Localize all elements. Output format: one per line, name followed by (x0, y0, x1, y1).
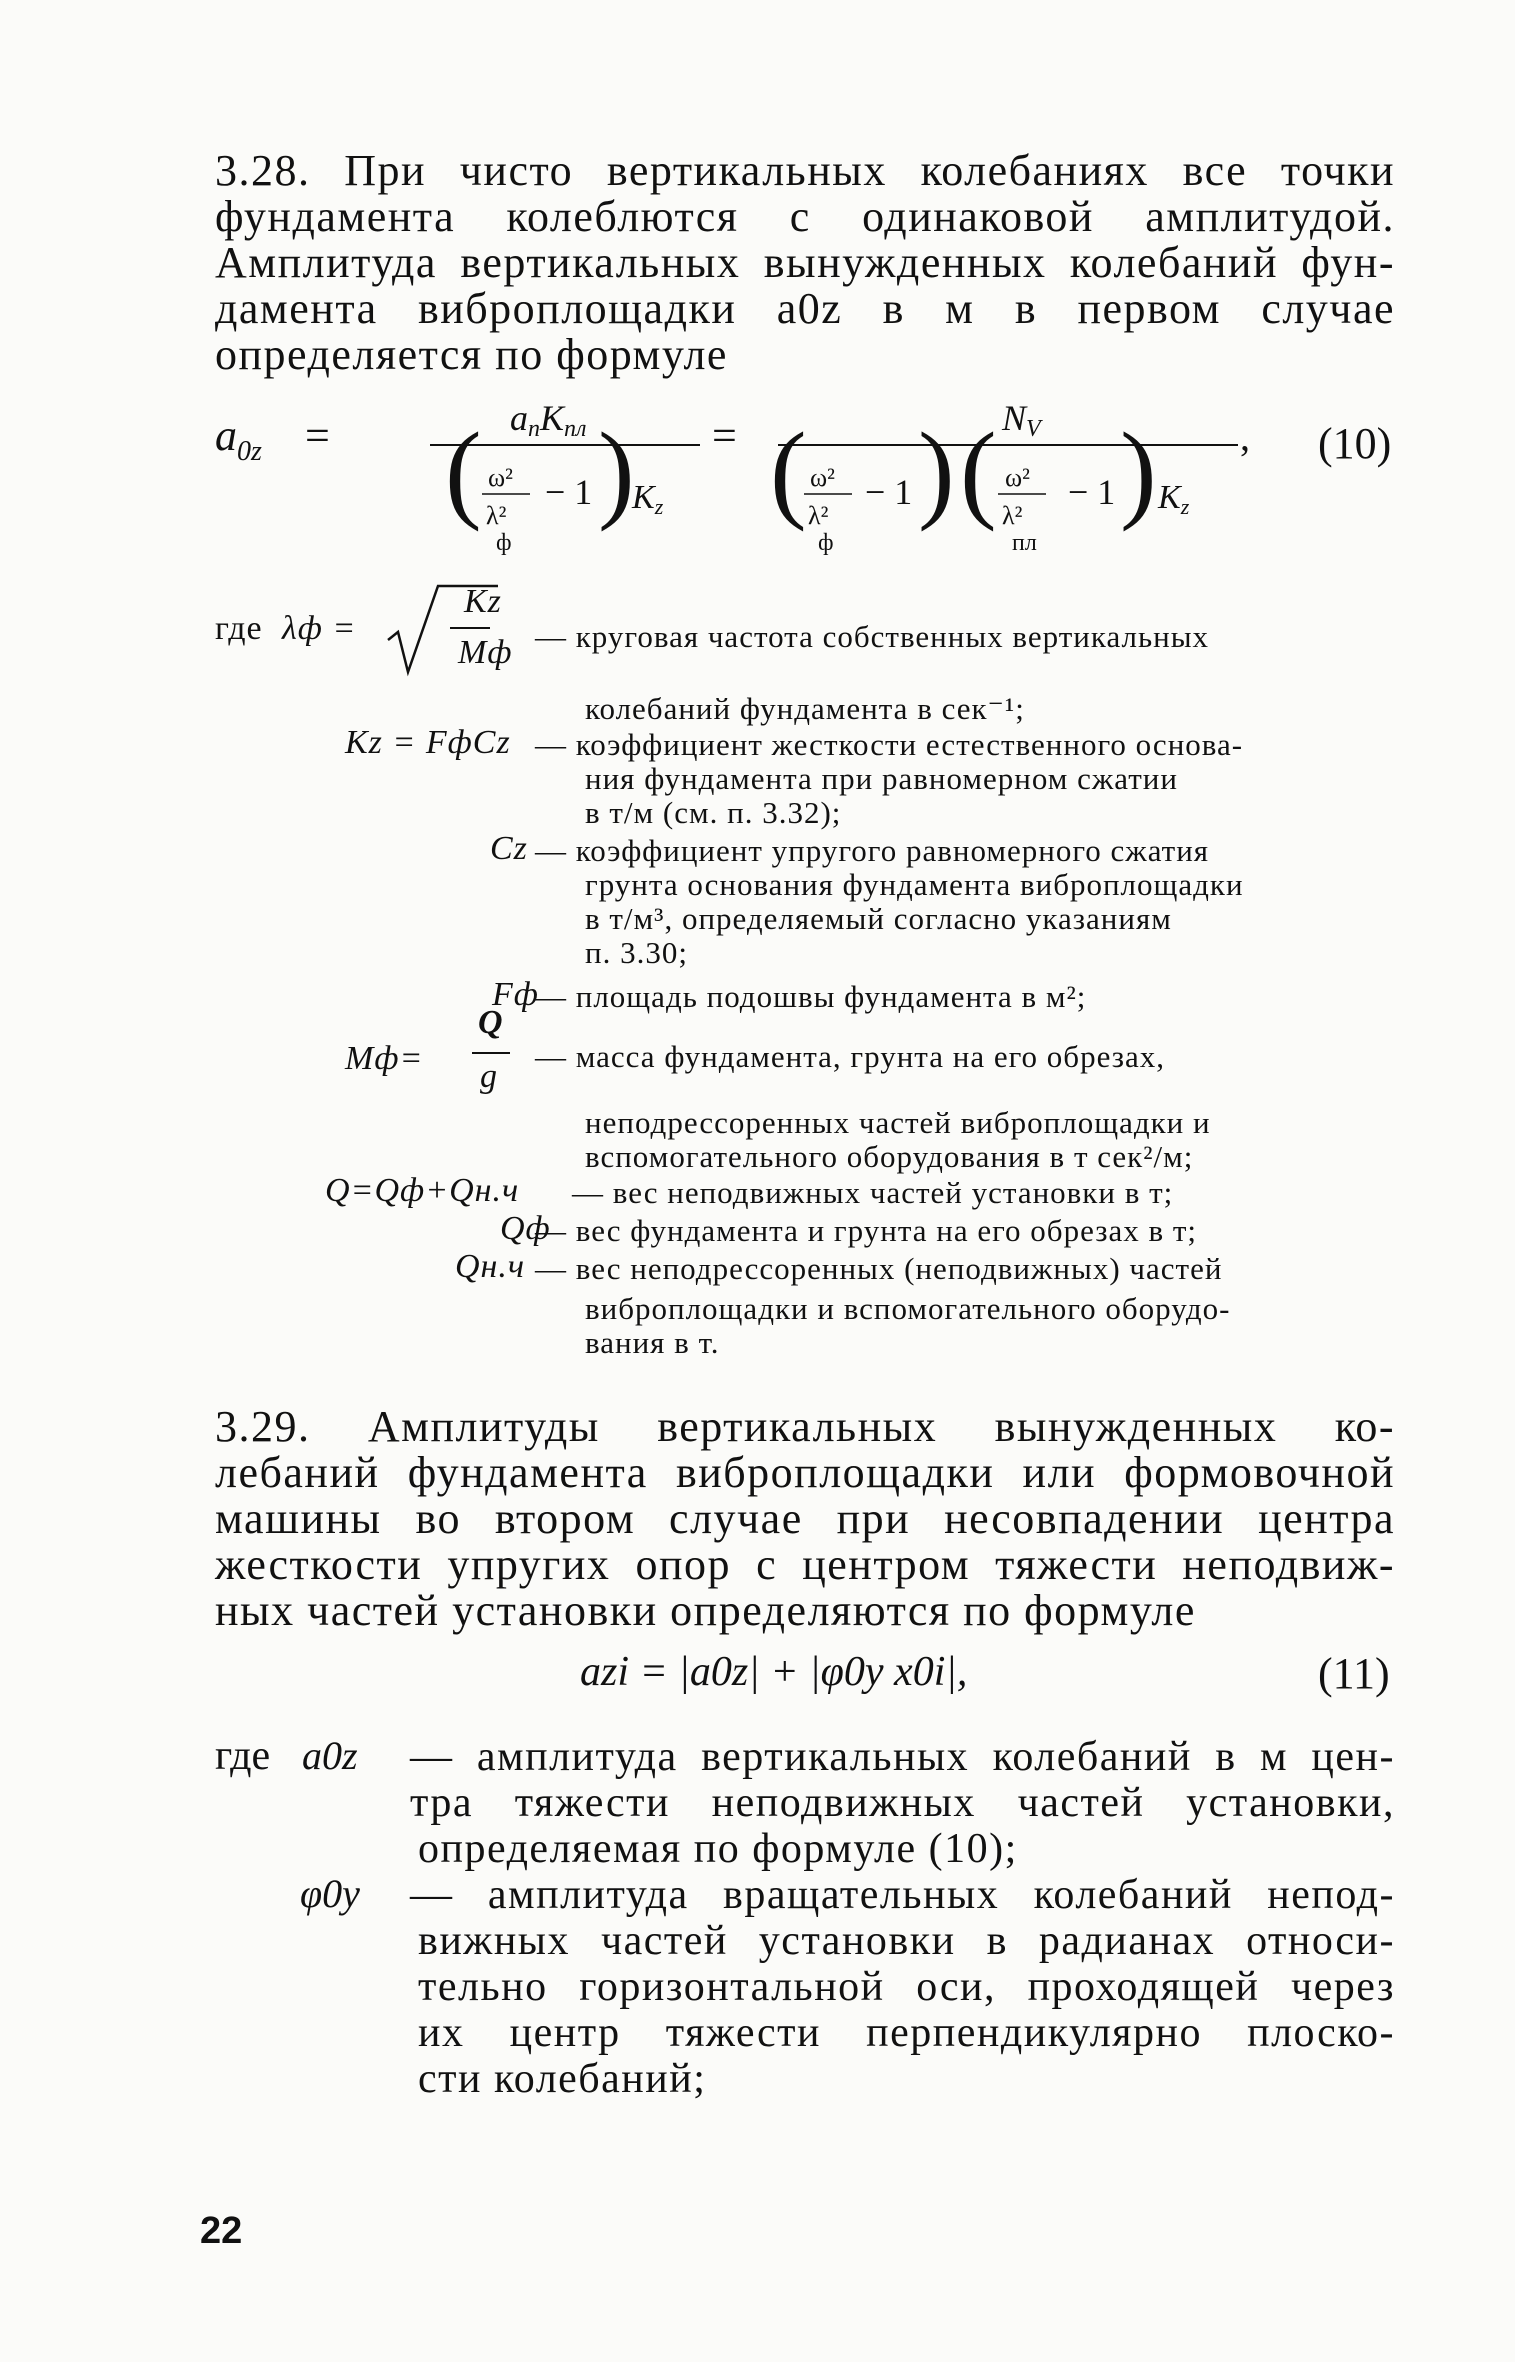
def-line: — масса фундамента, грунта на его обрезах, (535, 1039, 1165, 1074)
text-line: 3.28. При чисто вертикальных колебаниях все точки (215, 146, 1395, 195)
def-Q-eq: Q=Qф+Qн.ч (325, 1172, 520, 1209)
svg-text:λ²: λ² (1002, 501, 1023, 530)
text-line: ных частей установки определяются по формуле (215, 1586, 1196, 1635)
def-Q: Q (478, 1004, 504, 1041)
svg-text:ω²: ω² (1005, 463, 1030, 492)
def-line: в т/м³, определяемый согласно указаниям (585, 901, 1172, 936)
text-line: определяется по формуле (215, 330, 728, 379)
def-line: — круговая частота собственных вертикальных (535, 619, 1210, 654)
text-line: машины во втором случае при несовпадении центра (215, 1494, 1395, 1543)
def-line: — площадь подошвы фундамента в м²; (535, 979, 1087, 1014)
text-line: жесткости упругих опор с центром тяжести неподвиж- (215, 1540, 1395, 1589)
svg-text:ω²: ω² (810, 463, 835, 492)
paren-left: ( (445, 410, 482, 532)
def-line: — вес неподвижных частей установки в т; (572, 1175, 1174, 1210)
def-line: колебаний фундамента в сек⁻¹; (585, 691, 1025, 726)
text-line: Амплитуда вертикальных вынужденных колебаний фун- (215, 238, 1395, 287)
def-line: — вес фундамента и грунта на его обрезах в т; (535, 1213, 1198, 1248)
paragraph-3-29 (215, 1404, 1395, 1634)
text-line: лебаний фундамента виброплощадки или формовочной (215, 1448, 1395, 1497)
minus-one: − 1 (545, 472, 593, 512)
text-line: — амплитуда вращательных колебаний непод- (410, 1872, 1395, 1918)
svg-text:ф: ф (496, 530, 512, 556)
svg-text:λ²: λ² (808, 501, 829, 530)
def-line: грунта основания фундамента виброплощадки (585, 867, 1244, 902)
svg-text:): ) (1120, 410, 1157, 532)
def11-a0z: a0z (302, 1733, 358, 1778)
text-line: вижных частей установки в радианах относи- (418, 1918, 1395, 1964)
def-line: — коэффициент упругого равномерного сжатия (535, 833, 1210, 868)
page-number: 22 (200, 2210, 243, 2252)
def-line: п. 3.30; (585, 935, 688, 970)
svg-text:(: ( (960, 410, 997, 532)
equation-number-10: (10) (1318, 419, 1392, 468)
text-line: дамента виброплощадки a0z в м в первом случае (215, 284, 1395, 333)
text-line: их центр тяжести перпендикулярно плоско- (418, 2010, 1395, 2056)
def-lambda-f: λф = (282, 610, 357, 647)
svg-text:): ) (918, 410, 955, 532)
def-Mf-den: Mф (458, 634, 513, 671)
def-line: — вес неподрессоренных (неподвижных) частей (535, 1251, 1223, 1286)
paren-right: ) (598, 410, 635, 532)
def-Ff: Fф (492, 976, 539, 1013)
svg-text:− 1: − 1 (865, 472, 913, 512)
svg-text:ф: ф (818, 530, 834, 556)
text-line: тра тяжести неподвижных частей установки, (410, 1780, 1395, 1826)
def-Kz-eq: Kz = FфCz (345, 724, 511, 761)
def-Kz-num: Kz (464, 583, 502, 620)
def-line: вспомогательного оборудования в т сек²/м; (585, 1139, 1194, 1174)
svg-text:,: , (1240, 414, 1250, 459)
svg-text:(: ( (770, 410, 807, 532)
numerator-2: NV (1002, 398, 1041, 442)
svg-text:пл: пл (1012, 530, 1037, 556)
def-line: вания в т. (585, 1325, 720, 1360)
text-line: сти колебаний; (418, 2056, 707, 2102)
omega-sq: ω² (488, 463, 513, 492)
def11-phi0y: φ0y (300, 1871, 360, 1916)
def-Cz: Cz (490, 830, 528, 867)
text-line: тельно горизонтальной оси, проходящей через (418, 1964, 1395, 2010)
svg-text:− 1: − 1 (1068, 472, 1116, 512)
def-line: в т/м (см. п. 3.32); (585, 795, 842, 830)
text-line: фундамента колеблются с одинаковой амплитудой. (215, 192, 1395, 241)
def11-text-2 (410, 1872, 1395, 2102)
equals-sign-2: = (712, 411, 737, 460)
def-line: — коэффициент жесткости естественного основа- (535, 727, 1244, 762)
formula-lhs: $a_{0z}$ (215, 411, 262, 467)
def11-gde: где (215, 1733, 271, 1779)
def-Qnch: Qн.ч (455, 1248, 526, 1285)
equals-sign: = (305, 411, 330, 460)
text-line: 3.29. Амплитуды вертикальных вынужденных ко- (215, 1402, 1395, 1451)
def-g: g (480, 1058, 498, 1095)
def-line: ния фундамента при равномерном сжатии (585, 761, 1178, 796)
def-line: неподрессоренных частей виброплощадки и (585, 1105, 1211, 1140)
equation-number-11: (11) (1318, 1649, 1390, 1698)
lambda-f-sq: λ² (486, 501, 507, 530)
svg-text:Kz: Kz (1158, 479, 1190, 519)
def-line: виброплощадки и вспомогательного оборудо- (585, 1291, 1231, 1326)
def11-text-1 (410, 1734, 1395, 1872)
def-gde: где (215, 610, 263, 647)
numerator-1: aпKпл (510, 398, 587, 442)
def-Mf-eq: Mф= (345, 1040, 424, 1077)
text-line: — амплитуда вертикальных колебаний в м цен- (410, 1734, 1395, 1780)
Kz-term: Kz (632, 479, 664, 519)
formula-11: azi = |a0z| + |φ0y x0i|, (580, 1649, 968, 1695)
text-line: определяемая по формуле (10); (418, 1826, 1018, 1872)
def-Qf: Qф (500, 1210, 551, 1247)
